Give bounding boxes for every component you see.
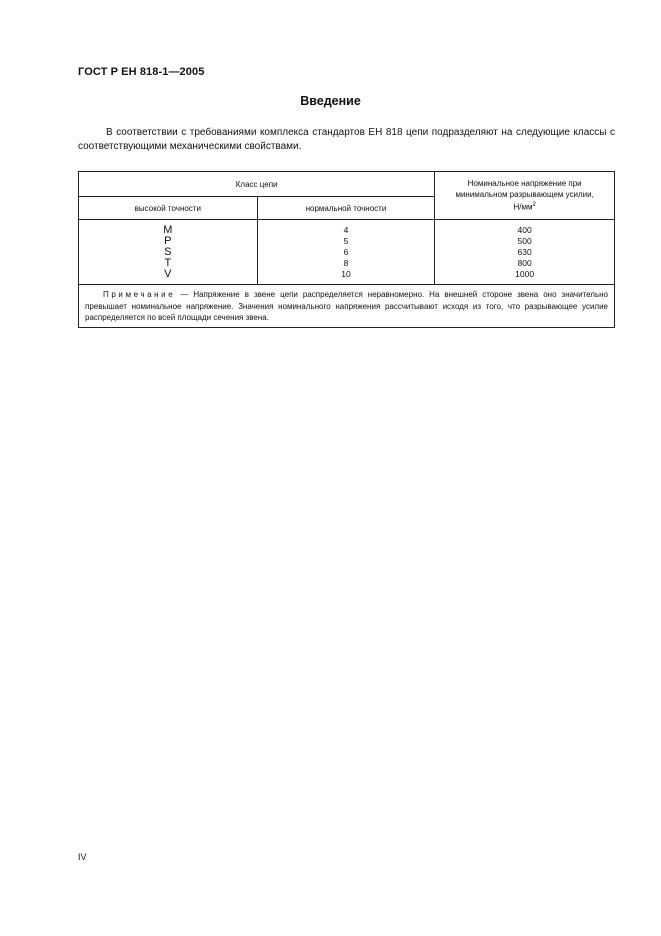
intro-paragraph [78,126,615,154]
header-chain-class: Класс цепи [79,172,435,197]
header-stress-unit-sup: 2 [532,202,536,209]
note-label: Примечание [103,290,176,299]
subheader-normal-precision: нормальной точности [257,197,435,220]
page-number: IV [78,852,87,862]
header-stress-line2: минимальном разрывающем усилии, [455,190,594,200]
stress-value: 1000 [515,269,535,279]
table-note [79,285,615,328]
grade-letter: T [164,257,172,269]
nominal-stress-values [435,220,615,285]
note-text: — Напряжение в звене цепи распределяется неравномерно. На внешней стороне звена оно значительно превышает номинальное напряжение. Значения номинального напряжения рассчитывают исходя из того, что разрывающее усилие распределяется по всей площади сечения звена. [85,290,608,322]
grade-number: 5 [343,236,349,246]
section-title: Введение [300,94,361,108]
stress-value: 400 [517,225,532,235]
document-header: ГОСТ Р ЕН 818-1—2005 [78,66,205,78]
header-stress-line1: Номинальное напряжение при [467,179,582,189]
chain-class-table [78,171,615,328]
grade-letter: M [163,224,173,236]
intro-text: В соответствии с требованиями комплекса стандартов ЕН 818 цепи подразделяют на следующие классы с соответствующими механическими свойствами. [78,127,615,152]
normal-precision-grades [257,220,435,285]
grade-letter: P [164,235,172,247]
grade-number: 10 [341,269,351,279]
header-stress-unit: Н/мм [513,202,533,212]
grade-letter: S [164,246,172,258]
stress-value: 500 [517,236,532,246]
grade-number: 6 [343,247,349,257]
high-precision-grades [79,220,258,285]
grade-letter: V [164,268,172,280]
grade-number: 4 [343,225,349,235]
header-nominal-stress [435,172,615,220]
subheader-high-precision: высокой точности [79,197,258,220]
stress-value: 800 [517,258,532,268]
header-stress-unit-line [439,200,610,213]
stress-value: 630 [517,247,532,257]
grade-number: 8 [343,258,349,268]
